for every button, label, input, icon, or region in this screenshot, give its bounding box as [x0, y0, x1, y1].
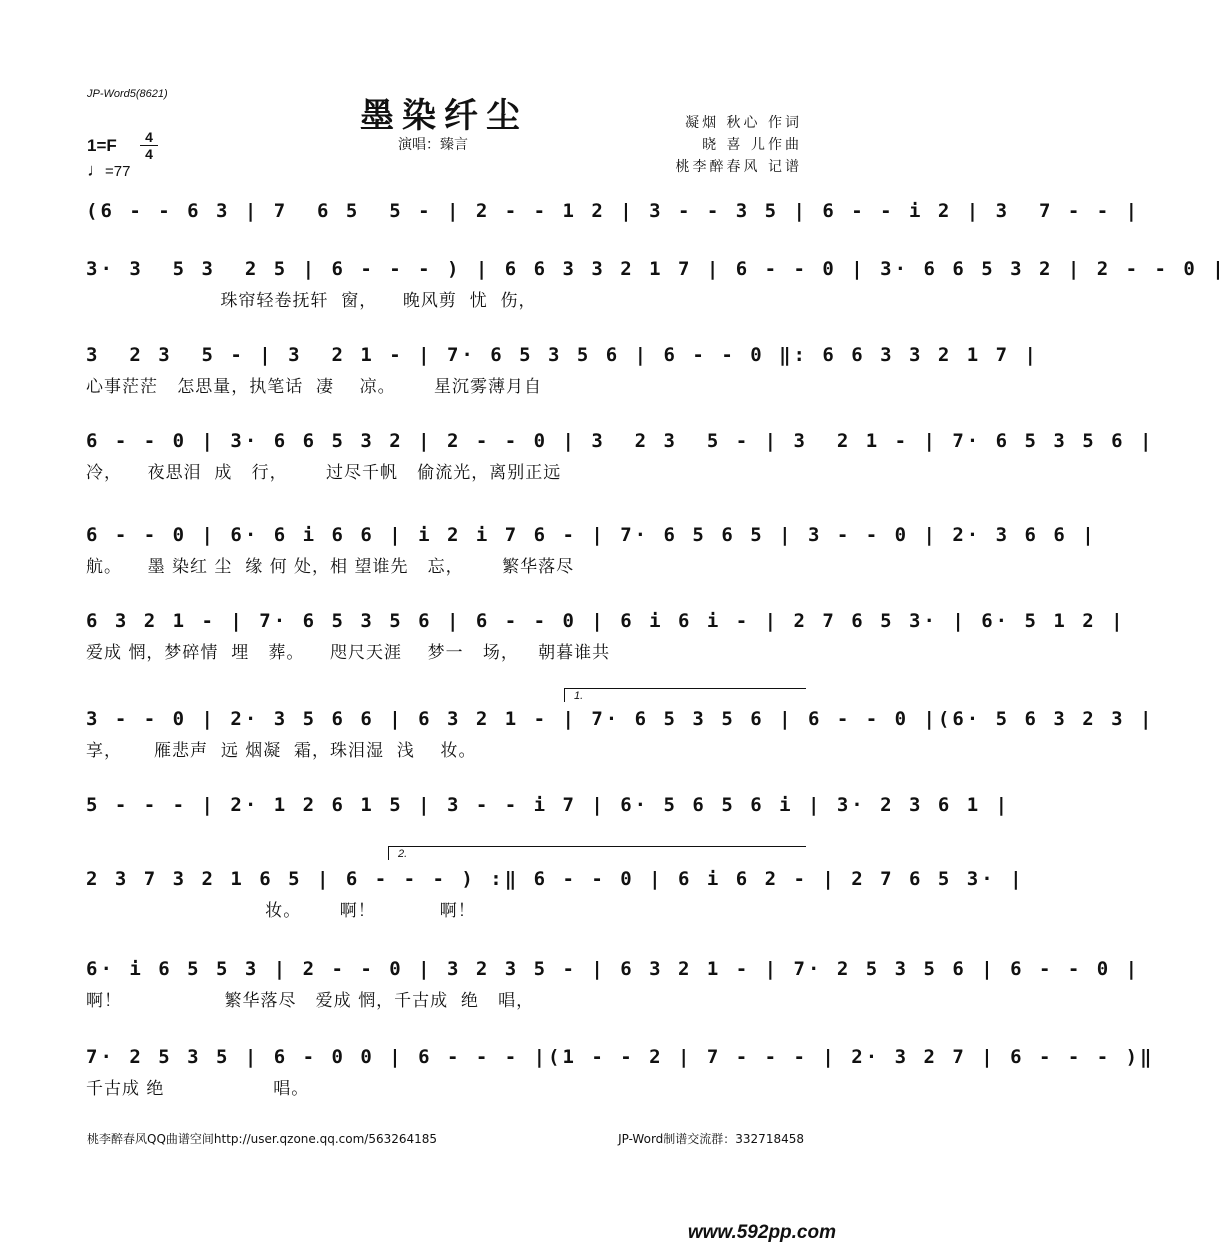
score-line-11	[86, 1044, 1155, 1104]
notation-line: 6· i 6 5 5 3 | 2 - - 0 | 3 2 3 5 - | 6 3 2 1 - | 7· 2 5 3 5 6 | 6 - - 0 |	[86, 958, 1141, 980]
notation-line: 6 - - 0 | 3· 6 6 5 3 2 | 2 - - 0 | 3 2 3 5 - | 3 2 1 - | 7· 6 5 3 5 6 |	[86, 430, 1155, 452]
time-signature-bottom: 4	[145, 146, 153, 162]
time-signature-top: 4	[145, 129, 153, 145]
notation-line: 2 3 7 3 2 1 6 5 | 6 - - - ) :‖ 6 - - 0 | 6 i 6 2 - | 2 7 6 5 3· |	[86, 868, 1025, 890]
key-signature: 1=F	[87, 136, 117, 155]
score-line-5	[86, 522, 1097, 582]
volta-bracket-tick	[564, 688, 565, 702]
notation-line: 6 3 2 1 - | 7· 6 5 3 5 6 | 6 - - 0 | 6 i 6 i - | 2 7 6 5 3· | 6· 5 1 2 |	[86, 610, 1126, 632]
score-line-4	[86, 428, 1155, 488]
software-label: JP-Word5(8621)	[87, 88, 168, 100]
volta-label-1: 1.	[574, 690, 584, 702]
footer-group-info: JP-Word制谱交流群：332718458	[618, 1132, 804, 1146]
transcriber-credit: 桃李醉春风 记谱	[675, 159, 802, 175]
notation-line: 7· 2 5 3 5 | 6 - 0 0 | 6 - - - |(1 - - 2 | 7 - - - | 2· 3 2 7 | 6 - - - )‖	[86, 1046, 1155, 1068]
score-line-2	[86, 256, 1227, 316]
notation-line: 3 2 3 5 - | 3 2 1 - | 7· 6 5 3 5 6 | 6 - - 0 ‖: 6 6 3 3 2 1 7 |	[86, 344, 1039, 366]
time-signature	[140, 130, 158, 161]
notation-line: (6 - - 6 3 | 7 6 5 5 - | 2 - - 1 2 | 3 - - 3 5 | 6 - - i 2 | 3 7 - - |	[86, 200, 1141, 222]
lyric-line: 爱成 惘，梦碎情 埋 葬。 咫尺天涯 梦一 场， 朝暮谁共	[86, 643, 611, 663]
volta-bracket-2	[388, 846, 806, 847]
composer-credit: 晓 喜 儿作曲	[702, 137, 802, 153]
score-line-6	[86, 608, 1126, 668]
singer-credit: 演唱：臻言	[398, 137, 468, 153]
lyric-line: 享， 雁悲声 远 烟凝 霜，珠泪湿 浅 妆。	[86, 741, 477, 761]
lyric-line: 啊！ 繁华落尽 爱成 惘，千古成 绝 唱，	[86, 991, 535, 1011]
lyric-line: 心事茫茫 怎思量，执笔话 凄 凉。 星沉雾薄月自	[86, 377, 543, 397]
lyric-line: 航。 墨 染红 尘 缘 何 处，相 望谁先 忘， 繁华落尽	[86, 557, 575, 577]
notation-line: 3 - - 0 | 2· 3 5 6 6 | 6 3 2 1 - | 7· 6 5 3 5 6 | 6 - - 0 |(6· 5 6 3 2 3 |	[86, 708, 1155, 730]
footer-qq-space: 桃李醉春风QQ曲谱空间http://user.qzone.qq.com/563264185	[87, 1132, 438, 1146]
quarter-note-icon: ♩	[87, 160, 105, 180]
tempo-marking	[87, 160, 130, 181]
lyricist-credit: 凝烟 秋心 作词	[685, 115, 802, 131]
lyric-line: 妆。 啊！ 啊！	[86, 901, 476, 921]
song-title: 墨染纤尘	[360, 96, 528, 136]
score-line-9	[86, 848, 1025, 926]
notation-line: 6 - - 0 | 6· 6 i 6 6 | i 2 i 7 6 - | 7· 6 5 6 5 | 3 - - 0 | 2· 3 6 6 |	[86, 524, 1097, 546]
site-watermark: www.592pp.com	[687, 1222, 836, 1243]
score-line-10	[86, 956, 1141, 1016]
tempo-value: =77	[105, 163, 131, 180]
score-line-7	[86, 690, 1155, 766]
volta-bracket-1	[564, 688, 806, 689]
lyric-line: 千古成 绝 唱。	[86, 1079, 310, 1099]
lyric-line: 冷， 夜思泪 成 行， 过尽千帆 偷流光，离别正远	[86, 463, 562, 483]
volta-label-2: 2.	[398, 848, 408, 860]
lyric-line: 珠帘轻卷抚轩 窗， 晚风剪 忧 伤，	[86, 291, 537, 311]
score-line-3	[86, 342, 1039, 402]
score-line-8	[86, 792, 1011, 852]
score-line-1	[86, 198, 1141, 258]
volta-bracket-tick	[388, 846, 389, 860]
notation-line: 3· 3 5 3 2 5 | 6 - - - ) | 6 6 3 3 2 1 7 | 6 - - 0 | 3· 6 6 5 3 2 | 2 - - 0 |	[86, 258, 1227, 280]
notation-line: 5 - - - | 2· 1 2 6 1 5 | 3 - - i 7 | 6· 5 6 5 6 i | 3· 2 3 6 1 |	[86, 794, 1011, 816]
